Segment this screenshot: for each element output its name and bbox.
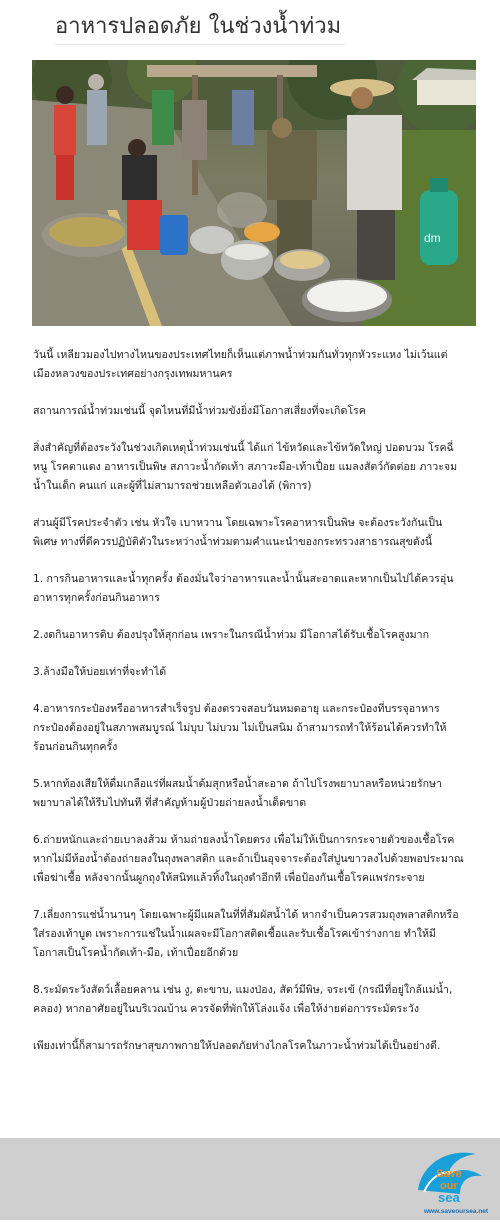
logo-text-our: our bbox=[440, 1180, 458, 1192]
article-paragraph: 4.อาหารกระป๋องหรืออาหารสำเร็จรูป ต้องตรวจสอบวันหมดอายุ และกระป๋องที่บรรจุอาหาร กระป๋องต้องอยู่ในสภาพสมบูรณ์ ไม่บุบ ไม่บวม ไม่เป็นสนิม ถ้าสามารถทำให้ร้อนได้ควรทำให้ร้อนก่อนกินทุกครั้ง bbox=[33, 703, 447, 753]
logo-text-save: Save bbox=[436, 1168, 462, 1180]
page-title: อาหารปลอดภัย ในช่วงน้ำท่วม bbox=[55, 10, 345, 45]
article-paragraph: 1. การกินอาหารและน้ำทุกครั้ง ต้องมั่นใจว่าอาหารและน้ำนั้นสะอาดและหากเป็นไปได้ควรอุ่นอาหารทุกครั้งก่อนกินอาหาร bbox=[33, 573, 454, 604]
article-paragraph: 3.ล้างมือให้บ่อยเท่าที่จะทำได้ bbox=[33, 666, 167, 678]
flood-cooking-photo bbox=[32, 60, 476, 326]
article-paragraph: 8.ระมัดระวังสัตว์เลื้อยคลาน เช่น งู, ตะขาบ, แมงป่อง, สัตว์มีพิษ, จระเข้ (กรณีที่อยู่ใกล้แม่น้ำ, คลอง) หากอาศัยอยู่ในบริเวณบ้าน ควรจัดที่พักให้โล่งแจ้ง เพื่อให้ง่ายต่อการระมัดระวัง bbox=[33, 984, 453, 1015]
save-our-sea-logo[interactable] bbox=[410, 1142, 494, 1218]
article-paragraph: เพียงเท่านี้ก็สามารถรักษาสุขภาพกายให้ปลอดภัยห่างไกลโรคในภาวะน้ำท่วมได้เป็นอย่างดี. bbox=[33, 1040, 441, 1052]
logo-text-sea: sea bbox=[438, 1190, 460, 1205]
page-footer bbox=[0, 1138, 500, 1220]
article-paragraph: 7.เลี่ยงการแช่น้ำนานๆ โดยเฉพาะผู้มีแผลในที่ที่สัมผัสน้ำได้ หากจำเป็นควรสวมถุงพลาสติกหรือใส่รองเท้าบูต เพราะการแช่ในน้ำแผลจะมีโอกาสติดเชื้อและรับเชื้อโรคเข้าร่างกาย ทำให้มีโอกาสเป็นโรคน้ำกัดเท้า-มือ, เท้าเปื่อยอีกด้วย bbox=[33, 909, 459, 959]
article-paragraph: 6.ถ่ายหนักและถ่ายเบาลงส้วม ห้ามถ่ายลงน้ำโดยตรง เพื่อไม่ให้เป็นการกระจายตัวของเชื้อโรค หากไม่มีห้องน้ำต้องถ่ายลงในถุงพลาสติก และถ้าเป็นอุจจาระต้องใส่ปูนขาวลงไปด้วยพอประมาณ เพื่อฆ่าเชื้อ หลังจากนั้นผูกถุงให้สนิทแล้วทิ้งในถุงดำอีกที เพื่อป้องกันเชื้อโรคแพร่กระจาย bbox=[33, 834, 464, 884]
photo-illustration bbox=[32, 60, 476, 326]
article-paragraph: สิ่งสำคัญที่ต้องระวังในช่วงเกิดเหตุน้ำท่วมเช่นนี้ ได้แก่ ไข้หวัดและไข้หวัดใหญ่ ปอดบวม โรคฉี่หนู โรคตาแดง อาหารเป็นพิษ สภาวะน้ำกัดเท้า สภาวะมือ-เท้าเปื่อย แมลงสัตว์กัดต่อย ภาวะจมน้ำในเด็ก คนแก่ และผู้ที่ไม่สามารถช่วยเหลือตัวเองได้ (พิการ) bbox=[33, 442, 458, 492]
gas-tank-label: dm bbox=[424, 231, 441, 245]
article-paragraph: 2.งดกินอาหารดิบ ต้องปรุงให้สุกก่อน เพราะในกรณีน้ำท่วม มีโอกาสได้รับเชื้อโรคสูงมาก bbox=[33, 629, 430, 641]
article-paragraph: 5.หากท้องเสียให้ดื่มเกลือแร่ที่ผสมน้ำต้มสุกหรือน้ำสะอาด ถ้าไปโรงพยาบาลหรือหน่วยรักษาพยาบาลได้ให้รีบไปทันที ที่สำคัญห้ามผู้ป่วยถ่ายลงน้ำเด็ดขาด bbox=[33, 778, 442, 809]
article-paragraph: สถานการณ์น้ำท่วมเช่นนี้ จุดไหนที่มีน้ำท่วมขังยิ่งมีโอกาสเสี่ยงที่จะเกิดโรค bbox=[33, 405, 366, 417]
article-paragraph: วันนี้ เหลียวมองไปทางไหนของประเทศไทยก็เห็นแต่ภาพน้ำท่วมกันทั่วทุกหัวระแหง ไม่เว้นแต่เมืองหลวงของประเทศอย่างกรุงเทพมหานคร bbox=[33, 349, 448, 380]
article-paragraph: ส่วนผู้มีโรคประจำตัว เช่น หัวใจ เบาหวาน โดยเฉพาะโรคอาหารเป็นพิษ จะต้องระวังกันเป็นพิเศษ ทางที่ดีควรปฏิบัติตัวในระหว่างน้ำท่วมตามคำแนะนำของกระทรวงสาธารณสุขดังนี้ bbox=[33, 517, 443, 548]
logo-url: www.saveoursea.net bbox=[424, 1208, 489, 1215]
article-body bbox=[33, 346, 465, 1074]
